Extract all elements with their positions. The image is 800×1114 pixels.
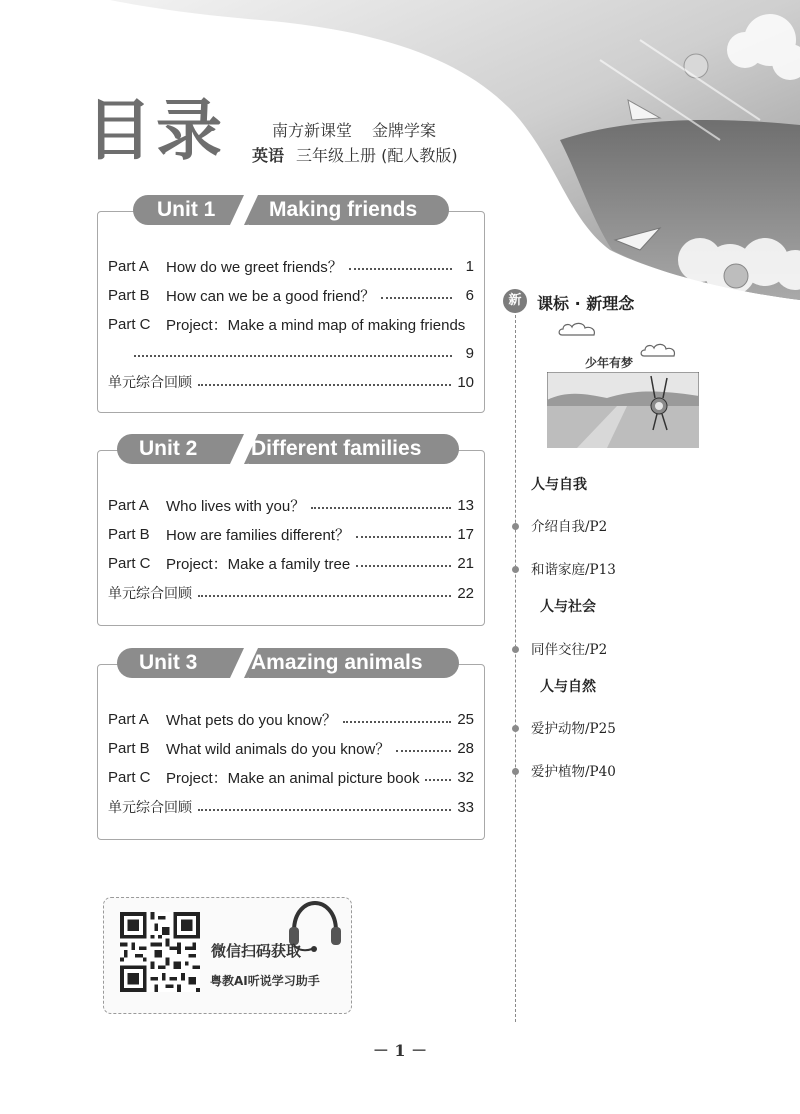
toc-page: 17 (457, 525, 474, 543)
toc-title: 单元综合回顾 (108, 800, 192, 816)
toc-entry[interactable] (108, 494, 474, 516)
toc-entry[interactable] (108, 552, 474, 574)
toc-review-entry[interactable] (108, 371, 474, 393)
leader-dots (198, 594, 451, 597)
toc-part: Part C (108, 768, 151, 786)
qr-code-icon[interactable] (120, 912, 200, 992)
leader-dots (425, 778, 451, 781)
page-title: 目录 (86, 92, 226, 169)
toc-page: 10 (457, 373, 474, 391)
book-subtitle (252, 143, 458, 166)
toc-part: Part A (108, 257, 149, 275)
theme-entry: 介绍自我/P2 (531, 519, 608, 535)
toc-review-entry[interactable] (108, 582, 474, 604)
unit-3-number: Unit 3 (139, 651, 198, 674)
toc-part: Part C (108, 554, 151, 572)
toc-page: 28 (457, 739, 474, 757)
toc-title: Project：Make a family tree (166, 555, 351, 573)
leader-dots (349, 267, 452, 270)
theme-entry: 和谐家庭/P13 (531, 562, 616, 578)
toc-entry[interactable] (108, 708, 474, 730)
theme-heading: 人与社会 (540, 599, 596, 615)
unit-3-name: Amazing animals (251, 651, 423, 674)
unit-2-number: Unit 2 (139, 437, 198, 460)
theme-heading: 人与自然 (540, 679, 596, 695)
toc-title: How are families different？ (166, 526, 350, 544)
unit-3-header (133, 648, 449, 678)
toc-title: Who lives with you？ (166, 497, 306, 515)
toc-entry[interactable] (108, 284, 474, 306)
unit-1-number: Unit 1 (157, 198, 216, 221)
toc-entry[interactable] (108, 313, 474, 335)
theme-entry: 爱护动物/P25 (531, 721, 616, 737)
toc-entry[interactable] (108, 523, 474, 545)
image-caption: 少年有梦 (585, 356, 634, 370)
series-suffix: 金牌学案 (372, 121, 437, 140)
toc-part: Part B (108, 525, 150, 543)
toc-part: Part A (108, 710, 149, 728)
unit-2-header (133, 434, 449, 464)
qr-scan-text: 微信扫码获取 (211, 942, 302, 960)
toc-title: What wild animals do you know？ (166, 740, 391, 758)
bullet-dot (512, 768, 519, 775)
toc-page: 22 (457, 584, 474, 602)
toc-title: How can we be a good friend？ (166, 287, 376, 305)
toc-entry[interactable] (108, 766, 474, 788)
toc-title: Project：Make a mind map of making friends (166, 316, 466, 334)
leader-dots (311, 506, 451, 509)
toc-page: 21 (457, 554, 474, 572)
sidebar-divider (515, 300, 516, 1022)
dream-illustration (547, 372, 699, 448)
unit-1-header (133, 195, 449, 225)
grade-label: 三年级上册 (配人教版) (296, 146, 458, 165)
leader-dots (356, 535, 451, 538)
toc-entry[interactable] (108, 737, 474, 759)
toc-title: Project：Make an animal picture book (166, 769, 420, 787)
qr-assistant-text: 粤教AI听说学习助手 (210, 974, 320, 988)
toc-title: How do we greet friends？ (166, 258, 343, 276)
toc-entry[interactable] (108, 255, 474, 277)
toc-title: 单元综合回顾 (108, 375, 192, 391)
toc-title: 单元综合回顾 (108, 586, 192, 602)
toc-part: Part B (108, 739, 150, 757)
toc-page: 6 (465, 286, 474, 304)
toc-page: 33 (457, 798, 474, 816)
toc-entry-continuation[interactable] (134, 342, 474, 364)
sidebar-title: 课标 · 新理念 (537, 294, 635, 313)
theme-heading: 人与自我 (531, 477, 587, 493)
leader-dots (356, 564, 451, 567)
theme-entry: 同伴交往/P2 (531, 642, 608, 658)
series-label: 南方新课堂 (272, 121, 353, 140)
subject-label: 英语 (252, 146, 285, 165)
cloud-icon (558, 320, 602, 338)
unit-2-name: Different families (251, 437, 422, 460)
page-number: － 1 － (372, 1041, 428, 1060)
toc-page: 9 (465, 344, 474, 362)
series-name (272, 118, 436, 141)
leader-dots (198, 808, 451, 811)
leader-dots (396, 749, 451, 752)
toc-page: 32 (457, 768, 474, 786)
leader-dots (198, 383, 451, 386)
toc-page: 25 (457, 710, 474, 728)
toc-page: 1 (465, 257, 474, 275)
bullet-dot (512, 523, 519, 530)
toc-review-entry[interactable] (108, 796, 474, 818)
leader-dots (381, 296, 452, 299)
toc-part: Part C (108, 315, 151, 333)
bullet-dot (512, 646, 519, 653)
bullet-dot (512, 725, 519, 732)
toc-part: Part A (108, 496, 149, 514)
toc-part: Part B (108, 286, 150, 304)
toc-title: What pets do you know？ (166, 711, 337, 729)
unit-1-name: Making friends (269, 198, 418, 221)
theme-entry: 爱护植物/P40 (531, 764, 616, 780)
bullet-dot (512, 566, 519, 573)
leader-dots (134, 354, 452, 357)
new-badge: 新 (503, 289, 527, 313)
cloud-icon (640, 342, 680, 358)
leader-dots (343, 720, 451, 723)
toc-page: 13 (457, 496, 474, 514)
